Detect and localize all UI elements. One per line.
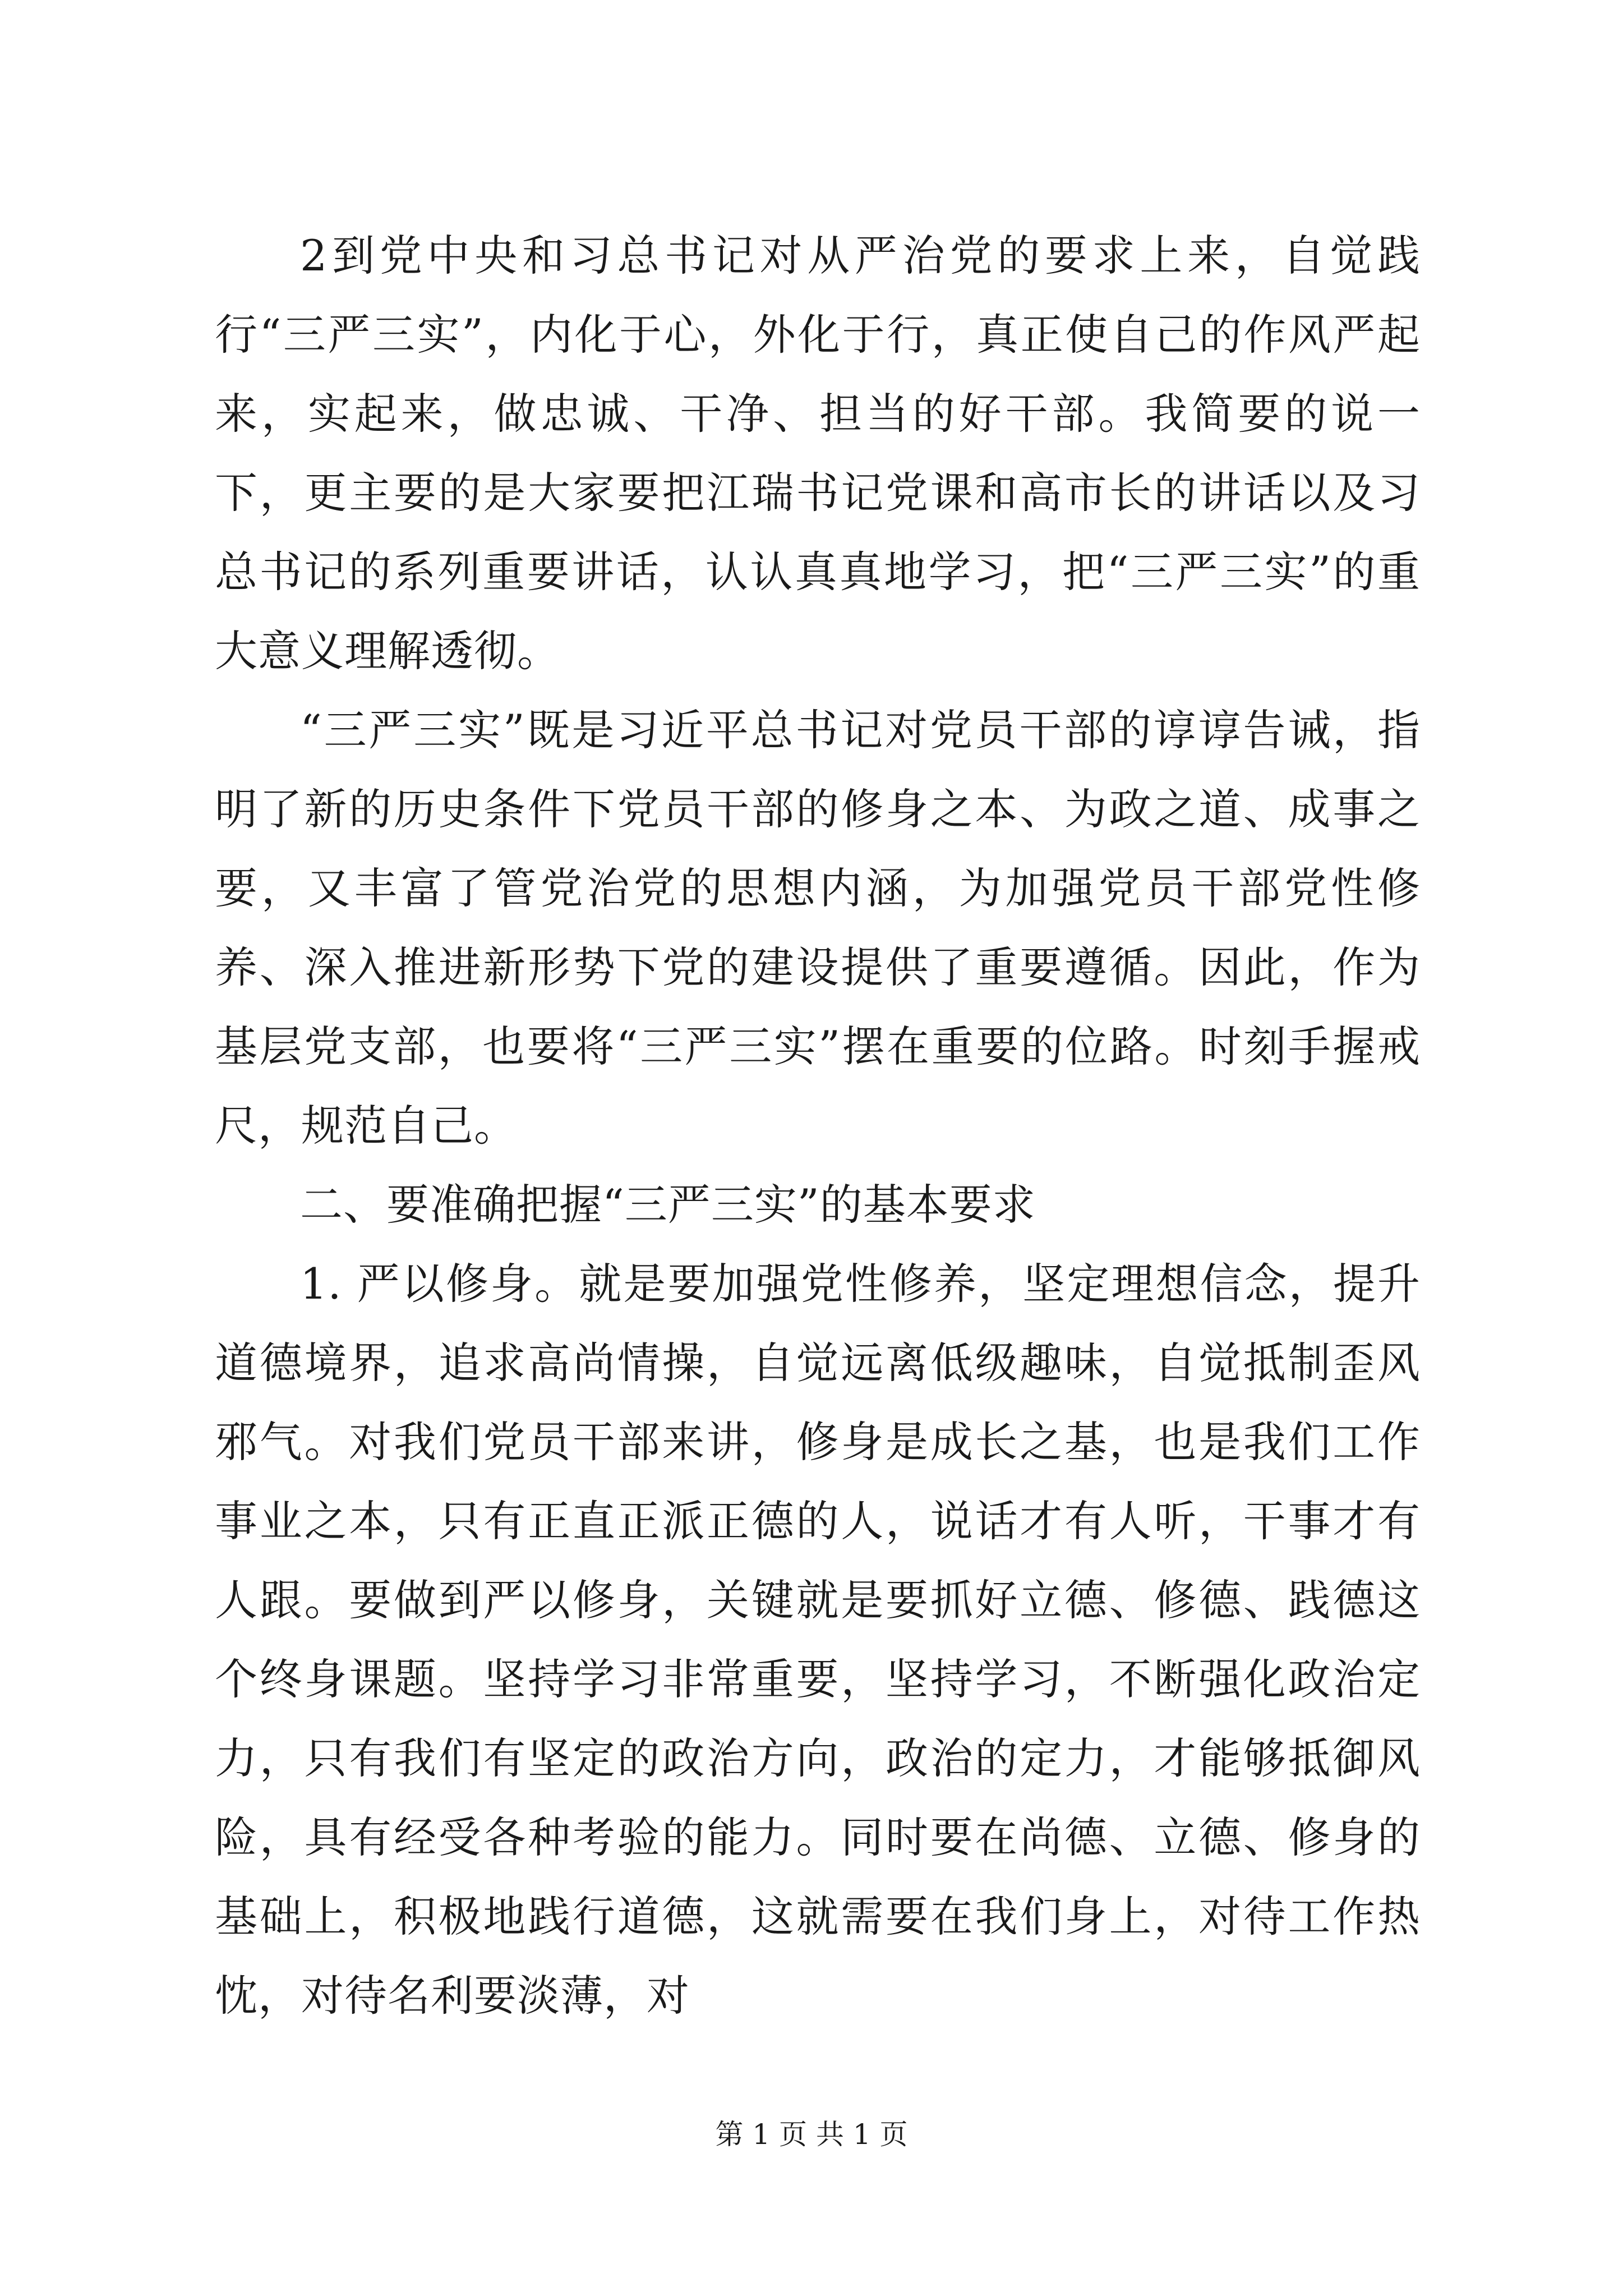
paragraph-1: 2到党中央和习总书记对从严治党的要求上来，自觉践行“三严三实”，内化于心，外化于行，真正使自己的作风严起来，实起来，做忠诚、干净、担当的好干部。我简要的说一下，更主要的是大家要把江瑞书记党课和高市长的讲话以及习总书记的系列重要讲话，认认真真地学习，把“三严三实”的重大意义理解透彻。 [215,231,1421,676]
page-footer: 第 1 页 共 1 页 [715,2118,908,2151]
document-body [215,216,1421,2035]
paragraph-3: 1. 严以修身。就是要加强党性修养，坚定理想信念，提升道德境界，追求高尚情操，自觉远离低级趣味，自觉抵制歪风邪气。对我们党员干部来讲，修身是成长之基，也是我们工作事业之本，只有正直正派正德的人，说话才有人听，干事才有人跟。要做到严以修身，关键就是要抓好立德、修德、践德这个终身课题。坚持学习非常重要，坚持学习，不断强化政治定力，只有我们有坚定的政治方向，政治的定力，才能够抵御风险，具有经受各种考验的能力。同时要在尚德、立德、修身的基础上，积极地践行道德，这就需要在我们身上，对待工作热忱，对待名利要淡薄，对 [215,1259,1421,2021]
paragraph-2: “三严三实”既是习近平总书记对党员干部的谆谆告诫，指明了新的历史条件下党员干部的修身之本、为政之道、成事之要，又丰富了管党治党的思想内涵，为加强党员干部党性修养、深入推进新形势下党的建设提供了重要遵循。因此，作为基层党支部，也要将“三严三实”摆在重要的位路。时刻手握戒尺，规范自己。 [215,705,1421,1151]
section-heading: 二、要准确把握“三严三实”的基本要求 [300,1180,1036,1230]
